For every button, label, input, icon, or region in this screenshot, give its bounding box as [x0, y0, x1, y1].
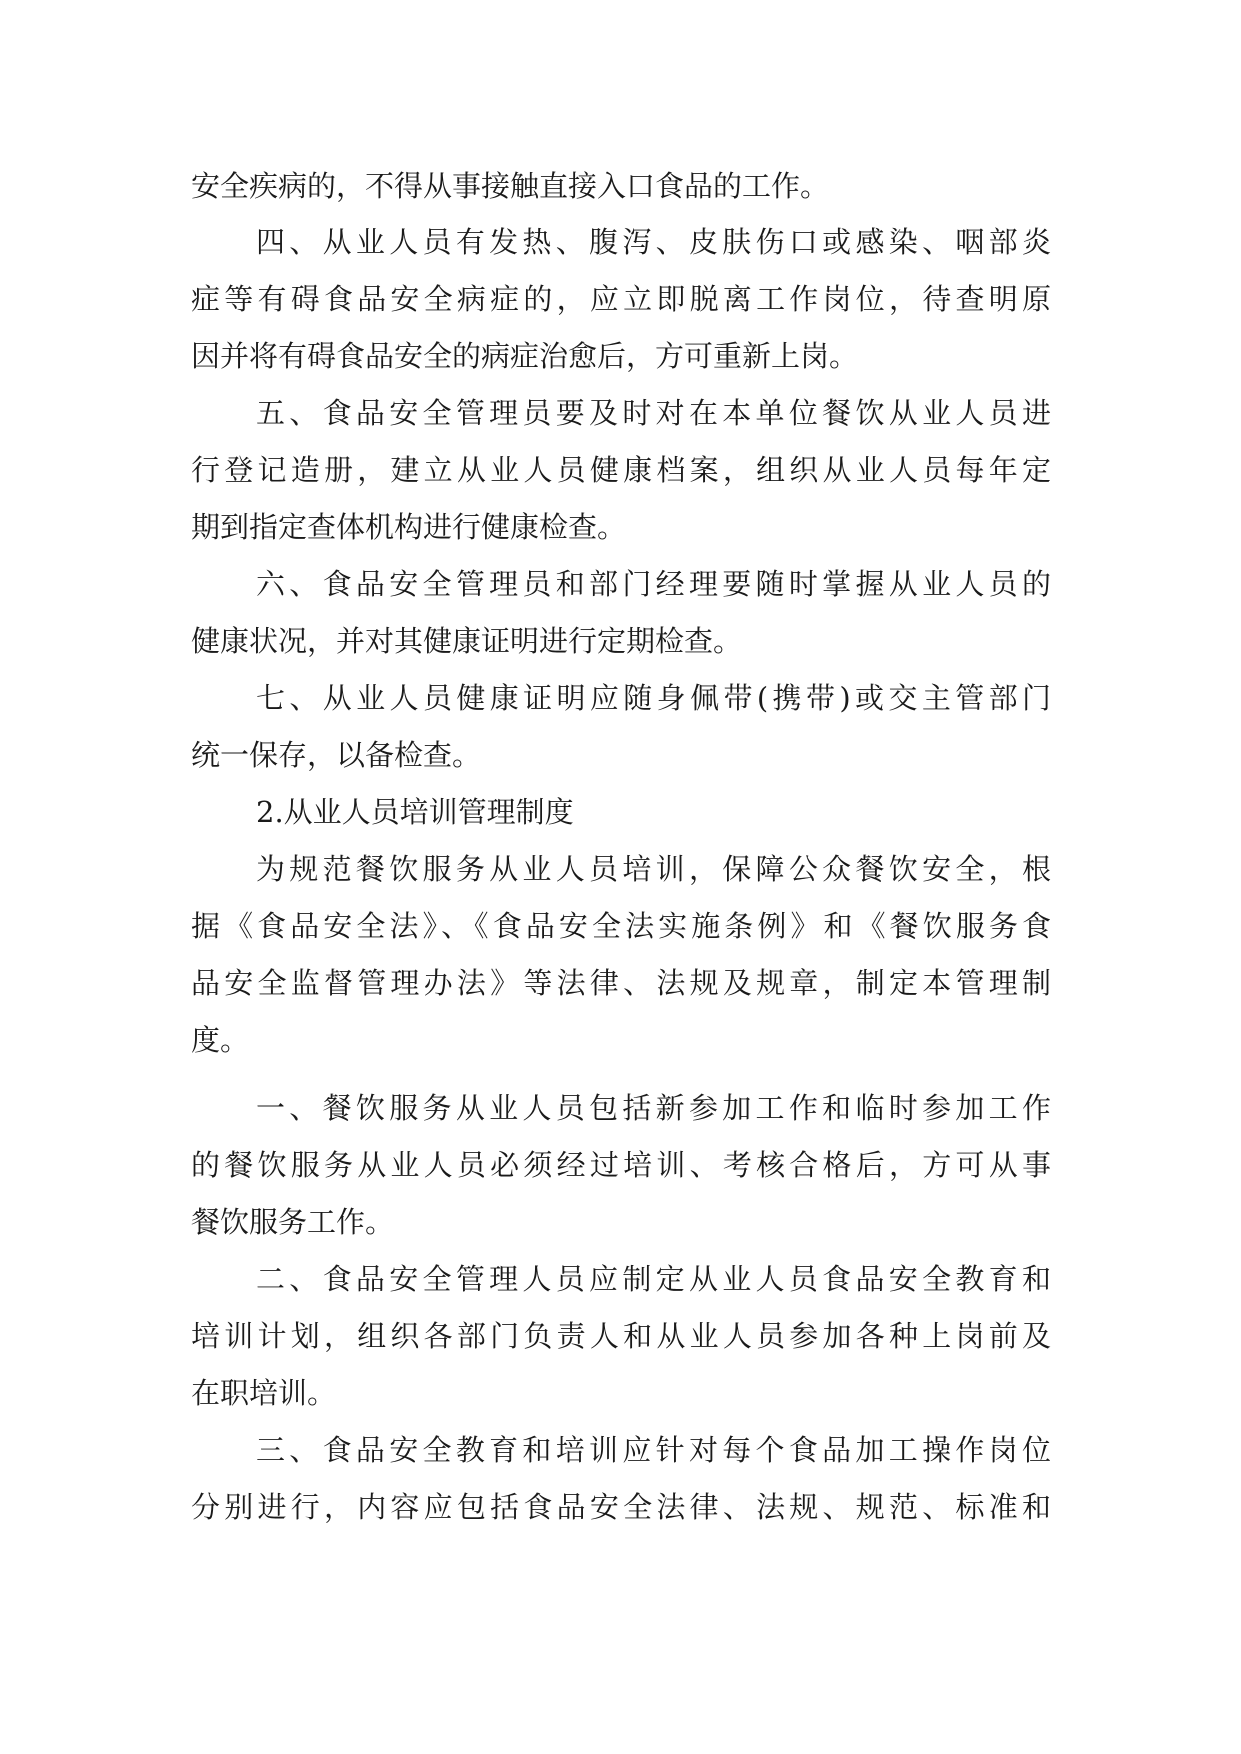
- section-heading: 2.从业人员培训管理制度: [256, 795, 574, 829]
- text-line: 健康状况，并对其健康证明进行定期检查。: [191, 624, 743, 658]
- text-line: 据《食品安全法》、《食品安全法实施条例》和《餐饮服务食: [191, 909, 1051, 943]
- text-line: 六、食品安全管理员和部门经理要随时掌握从业人员的: [256, 567, 1051, 601]
- text-line: 一、餐饮服务从业人员包括新参加工作和临时参加工作: [256, 1091, 1051, 1125]
- text-line: 因并将有碍食品安全的病症治愈后，方可重新上岗。: [191, 339, 859, 373]
- text-line: 症等有碍食品安全病症的，应立即脱离工作岗位，待查明原: [191, 282, 1051, 316]
- text-line: 期到指定查体机构进行健康检查。: [191, 510, 627, 544]
- text-line: 四、从业人员有发热、腹泻、皮肤伤口或感染、咽部炎: [256, 225, 1051, 259]
- text-line: 在职培训。: [191, 1376, 337, 1410]
- text-line: 安全疾病的，不得从事接触直接入口食品的工作。: [191, 169, 830, 203]
- text-line: 统一保存，以备检查。: [191, 738, 482, 772]
- text-line: 分别进行，内容应包括食品安全法律、法规、规范、标准和: [191, 1490, 1051, 1524]
- text-line: 行登记造册，建立从业人员健康档案，组织从业人员每年定: [191, 453, 1051, 487]
- text-line: 培训计划，组织各部门负责人和从业人员参加各种上岗前及: [191, 1319, 1051, 1353]
- text-line: 品安全监督管理办法》等法律、法规及规章，制定本管理制: [191, 966, 1051, 1000]
- text-line: 餐饮服务工作。: [191, 1205, 395, 1239]
- text-line: 五、食品安全管理员要及时对在本单位餐饮从业人员进: [256, 396, 1051, 430]
- text-line: 为规范餐饮服务从业人员培训，保障公众餐饮安全，根: [256, 852, 1051, 886]
- text-line: 二、食品安全管理人员应制定从业人员食品安全教育和: [256, 1262, 1051, 1296]
- text-line: 三、食品安全教育和培训应针对每个食品加工操作岗位: [256, 1433, 1051, 1467]
- text-line: 七、从业人员健康证明应随身佩带(携带)或交主管部门: [256, 681, 1051, 715]
- text-line: 的餐饮服务从业人员必须经过培训、考核合格后，方可从事: [191, 1148, 1051, 1182]
- text-line: 度。: [191, 1023, 250, 1057]
